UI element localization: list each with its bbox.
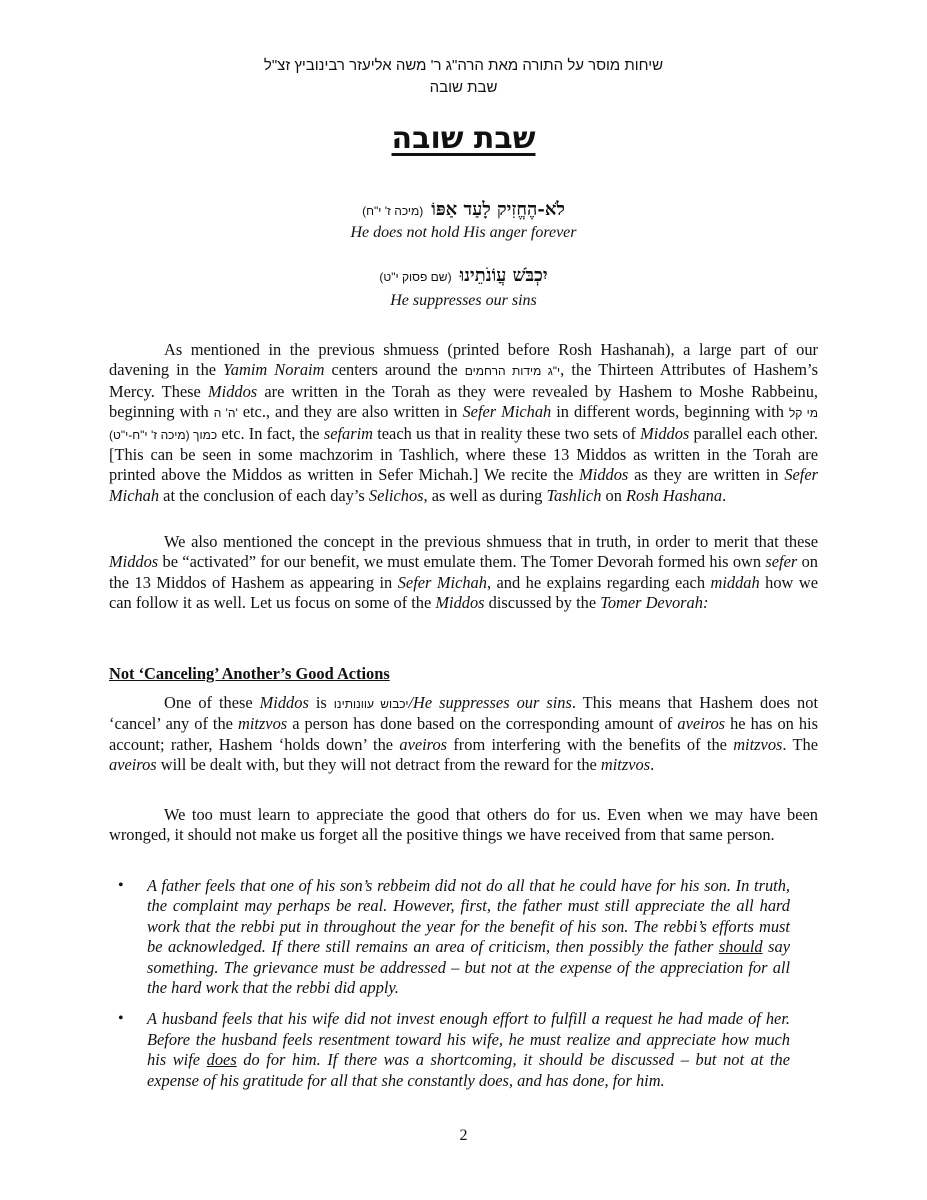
text-run: in different words, beginning with [551, 402, 789, 422]
text-run: will be dealt with, but they will not detract from the reward for the [156, 755, 601, 775]
bullet-list [109, 876, 818, 1102]
underlined-text: does [206, 1050, 237, 1070]
text-run: are written in the Torah as they were revealed by Hashem to Moshe Rabbeinu, beginning with [109, 381, 818, 422]
text-run: A husband feels that his wife did not invest enough effort to fulfill a request he had made of her. Before the husband feels resentment toward his wife, he must realize and appreciate how much his wife [147, 1009, 790, 1070]
italic-text: Middos [109, 552, 159, 572]
text-run: how we can follow it as well. Let us focus on some of the [109, 572, 818, 613]
page-number: 2 [459, 1127, 468, 1144]
text-run: say something. The grievance must be addressed – but not at the expense of the appreciation for all the hard work that the rebbi did apply. [147, 937, 790, 998]
verse-2-source: (שם פסוק י"ט) [379, 270, 452, 284]
italic-text: middah [710, 572, 760, 592]
text-run: We too must learn to appreciate the good that others do for us. Even when we may have been wronged, it should not make us forget all the positive things we have received from that same person. [109, 805, 818, 845]
text-run: . [650, 755, 655, 775]
text-run: . This means that Hashem does not ‘cancel’ any of the [109, 693, 819, 734]
hebrew-inline: י"ג מידות הרחמים [464, 364, 561, 379]
text-run: etc. In fact, the [217, 423, 324, 443]
text-run: centers around the [324, 360, 465, 380]
italic-text: Middos [207, 381, 258, 401]
running-header-parsha: שבת שובה [429, 79, 498, 96]
bullet-text [147, 1009, 790, 1089]
hebrew-inline: מי קל כמוך (מיכה ז' י"ח-י"ט) [109, 406, 818, 442]
text-run: do for him. If there was a shortcoming, it should be discussed – but not at the expense of his gratitude for all that she constantly does, and has done, for him. [147, 1050, 790, 1090]
italic-text: Sefer Michah [462, 402, 552, 422]
italic-text: Selichos [368, 485, 424, 505]
text-run: as they are written in [628, 465, 785, 485]
text-run: on the 13 Middos of Hashem as appearing in [109, 552, 818, 592]
verse-2-translation: He suppresses our sins [390, 292, 537, 309]
underlined-text: should [718, 937, 763, 957]
text-run: We also mentioned the concept in the previous shmuess that in truth, in order to merit that these [164, 532, 818, 551]
italic-text: Middos [640, 423, 690, 443]
verse-2-hebrew: יִכְבֹּשׁ עֲוֹנֹתֵינוּ [459, 265, 548, 286]
text-run: discussed by the [484, 593, 601, 613]
verse-2 [0, 265, 927, 286]
verse-1-translation: He does not hold His anger forever [350, 224, 577, 241]
text-run: One of these [164, 693, 260, 712]
text-run: A father feels that one of his son’s rebbeim did not do all that he could have for his son. In truth, the complaint may perhaps be real. However, first, the father must still appreciate the all hard work that the rebbi put in throughout the year for the benefit of his son. The rebbi’s efforts must be acknowledged. If there still remains an area of criticism, then possibly the father [147, 876, 790, 957]
italic-text: aveiros [677, 714, 726, 734]
paragraph-1 [109, 340, 818, 506]
italic-text: Tomer Devorah: [600, 593, 709, 613]
running-header-author: שיחות מוסר על התורה מאת הרה"ג ר' משה אליעזר רבינוביץ זצ"ל [263, 57, 664, 74]
italic-text: Yamim Noraim [223, 360, 325, 380]
text-run: at the conclusion of each day’s [159, 485, 369, 505]
italic-text: Middos [435, 593, 485, 613]
text-run: on [601, 485, 626, 505]
paragraph-2 [109, 532, 818, 614]
paragraph-3 [109, 693, 818, 776]
italic-text: /He suppresses our sins [408, 693, 572, 712]
italic-text: Sefer Michah [109, 465, 818, 505]
text-run: , as well as during [423, 485, 547, 505]
text-run: As mentioned in the previous shmuess (printed before Rosh Hashanah), a large part of our davening in the [109, 340, 818, 380]
italic-text: mitzvos [600, 755, 651, 775]
verse-1-hebrew: לֹא-הֶחֱזִיק לָעַד אַפּוֹ [431, 199, 565, 220]
italic-text: sefarim [323, 423, 373, 443]
italic-text: Sefer Michah [397, 572, 487, 592]
bullet-icon: • [118, 1010, 124, 1028]
text-run: parallel each other. [This can be seen in some machzorim in Tashlich, where these 13 Middos as written in the Torah are printed above the Middos as written in Sefer Michah.] We recite the [109, 423, 819, 485]
italic-text: aveiros [399, 734, 448, 754]
text-run: etc., and they are also written in [237, 402, 463, 422]
text-run: a person has done based on the corresponding amount of [287, 714, 678, 734]
text-run: teach us that in reality these two sets of [373, 423, 641, 443]
bullet-text [147, 876, 790, 997]
bullet-item [109, 876, 790, 998]
text-run: he has on his account; rather, Hashem ‘holds down’ the [109, 714, 818, 754]
italic-text: mitzvos [733, 734, 783, 754]
italic-text: Rosh Hashana [626, 485, 723, 505]
text-run: from interfering with the benefits of the [447, 734, 734, 754]
text-run: is [308, 693, 334, 712]
hebrew-inline: 'ה' ה [213, 406, 238, 421]
italic-text: mitzvos [237, 714, 288, 734]
text-run: , and he explains regarding each [486, 572, 711, 592]
text-run: . [722, 485, 727, 505]
italic-text: aveiros [109, 755, 157, 775]
verse-1 [0, 199, 927, 220]
text-run: . The [782, 734, 818, 754]
text-run: be “activated” for our benefit, we must emulate them. The Tomer Devorah formed his own [158, 552, 766, 572]
page-title: שבת שובה [391, 121, 536, 156]
paragraph-4 [109, 805, 818, 846]
verse-1-source: (מיכה ז' י"ח) [362, 204, 424, 218]
bullet-item [109, 1009, 790, 1091]
hebrew-inline: יכבוש עוונותינו [333, 697, 409, 711]
bullet-icon: • [118, 877, 124, 894]
italic-text: sefer [765, 552, 798, 572]
section-heading: Not ‘Canceling’ Another’s Good Actions [109, 664, 390, 683]
italic-text: Tashlich [546, 485, 602, 505]
italic-text: Middos [579, 465, 629, 485]
text-run: , the Thirteen Attributes of Hashem’s Mercy. These [109, 360, 818, 401]
italic-text: Middos [259, 693, 309, 712]
